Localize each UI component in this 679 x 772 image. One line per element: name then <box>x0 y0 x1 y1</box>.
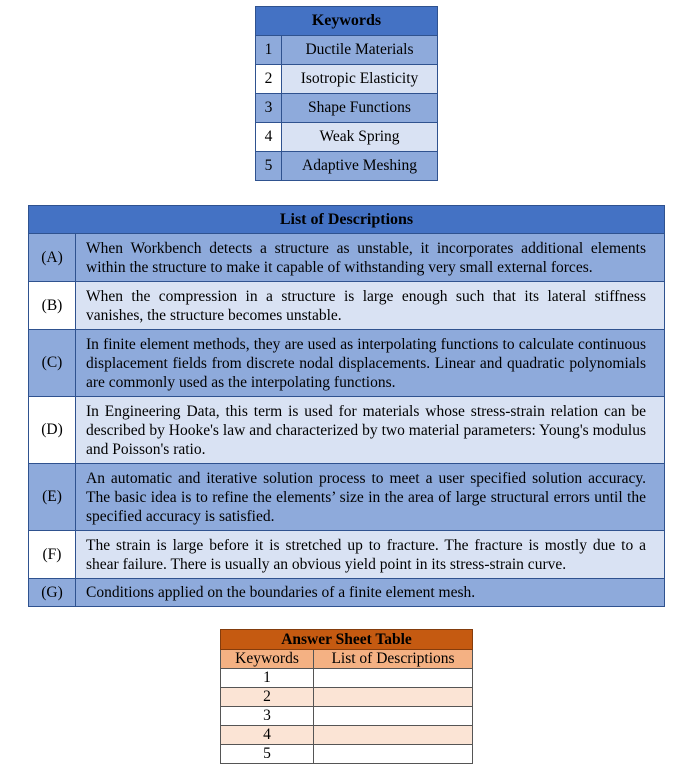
description-row <box>29 464 665 531</box>
answer-row <box>221 707 473 726</box>
keywords-title: Keywords <box>256 7 438 36</box>
description-row <box>29 579 665 607</box>
answer-keyword-number: 4 <box>221 726 314 745</box>
answer-cell[interactable] <box>314 745 473 764</box>
answer-keyword-number: 5 <box>221 745 314 764</box>
answer-row <box>221 726 473 745</box>
keyword-number: 3 <box>256 94 282 123</box>
description-text: Conditions applied on the boundaries of a finite element mesh. <box>76 579 665 607</box>
description-text: In Engineering Data, this term is used for materials whose stress-strain relation can be described by Hooke's law and characterized by two material parameters: Young's modulus and Poisson's ratio. <box>76 397 665 464</box>
keyword-number: 1 <box>256 36 282 65</box>
answer-sheet-table <box>220 629 473 764</box>
descriptions-title: List of Descriptions <box>29 206 665 234</box>
answer-keyword-number: 2 <box>221 688 314 707</box>
answer-row <box>221 688 473 707</box>
answer-keyword-number: 3 <box>221 707 314 726</box>
keyword-row <box>256 123 438 152</box>
keyword-label: Ductile Materials <box>282 36 438 65</box>
answer-row <box>221 669 473 688</box>
keyword-row <box>256 94 438 123</box>
description-label: (A) <box>29 234 76 282</box>
answer-cell[interactable] <box>314 726 473 745</box>
keyword-label: Adaptive Meshing <box>282 152 438 181</box>
answer-row <box>221 745 473 764</box>
description-label: (D) <box>29 397 76 464</box>
keyword-label: Weak Spring <box>282 123 438 152</box>
keyword-row <box>256 65 438 94</box>
description-row <box>29 531 665 579</box>
answer-keyword-number: 1 <box>221 669 314 688</box>
keyword-number: 4 <box>256 123 282 152</box>
description-row <box>29 282 665 330</box>
description-row <box>29 234 665 282</box>
descriptions-table <box>28 205 665 607</box>
keyword-number: 5 <box>256 152 282 181</box>
keyword-row <box>256 36 438 65</box>
description-row <box>29 397 665 464</box>
answer-cell[interactable] <box>314 707 473 726</box>
description-text: When the compression in a structure is large enough such that its lateral stiffness vanishes, the structure becomes unstable. <box>76 282 665 330</box>
description-label: (B) <box>29 282 76 330</box>
answer-cell[interactable] <box>314 688 473 707</box>
description-label: (G) <box>29 579 76 607</box>
answer-col-keywords: Keywords <box>221 650 314 669</box>
description-label: (F) <box>29 531 76 579</box>
description-text: When Workbench detects a structure as unstable, it incorporates additional elements within the structure to make it capable of withstanding very small external forces. <box>76 234 665 282</box>
keyword-row <box>256 152 438 181</box>
keywords-table <box>255 6 438 181</box>
description-text: In finite element methods, they are used as interpolating functions to calculate continuous displacement fields from discrete nodal displacements. Linear and quadratic polynomials are commonly used as the interpolating functions. <box>76 330 665 397</box>
answer-sheet-title: Answer Sheet Table <box>221 630 473 650</box>
description-label: (E) <box>29 464 76 531</box>
keyword-label: Isotropic Elasticity <box>282 65 438 94</box>
description-row <box>29 330 665 397</box>
answer-cell[interactable] <box>314 669 473 688</box>
keyword-number: 2 <box>256 65 282 94</box>
description-label: (C) <box>29 330 76 397</box>
keyword-label: Shape Functions <box>282 94 438 123</box>
description-text: An automatic and iterative solution process to meet a user specified solution accuracy. The basic idea is to refine the elements’ size in the area of large structural errors until the specified accuracy is satisfied. <box>76 464 665 531</box>
description-text: The strain is large before it is stretched up to fracture. The fracture is mostly due to a shear failure. There is usually an obvious yield point in its stress-strain curve. <box>76 531 665 579</box>
answer-col-descriptions: List of Descriptions <box>314 650 473 669</box>
